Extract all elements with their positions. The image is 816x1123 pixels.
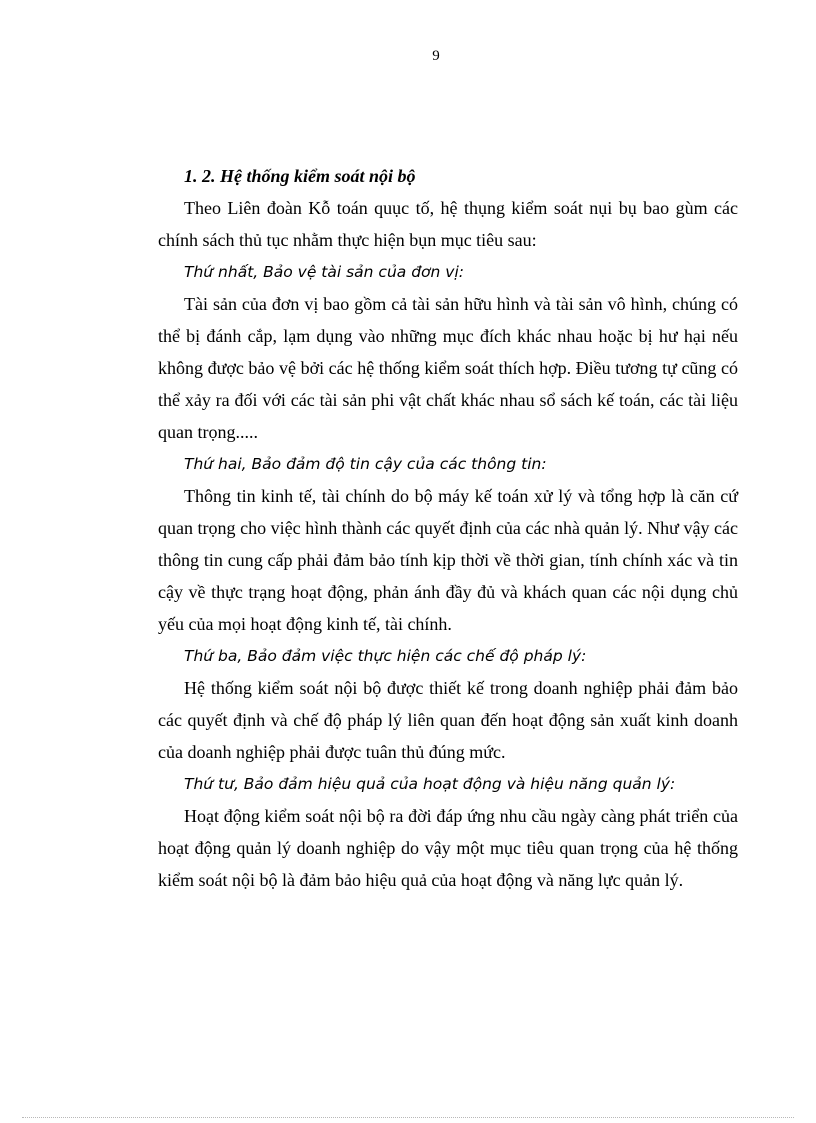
- paragraph-fourth: Hoạt động kiểm soát nội bộ ra đời đáp ứng nhu cầu ngày càng phát triển của hoạt động quản lý doanh nghiệp do vậy một mục tiêu quan trọng của hệ thống kiểm soát nội bộ là đảm bảo hiệu quả của hoạt động và năng lực quản lý.: [158, 806, 738, 890]
- intro-paragraph: Theo Liên đoàn Kỗ toán quục tố, hệ thụng kiểm soát nụi bụ bao gùm các chính sách thủ tục nhằm thực hiện bụn mục tiêu sau:: [158, 198, 738, 250]
- subheading-first: Thứ nhất, Bảo vệ tài sản của đơn vị:: [184, 263, 464, 281]
- page-number: 9: [432, 48, 440, 64]
- paragraph-second: Thông tin kinh tế, tài chính do bộ máy kế toán xử lý và tổng hợp là căn cứ quan trọng cho việc hình thành các quyết định của các nhà quản lý. Như vậy các thông tin cung cấp phải đảm bảo tính kịp thời về thời gian, tính chính xác và tin cậy về thực trạng hoạt động, phản ánh đầy đủ và khách quan các nội dụng chủ yếu của mọi hoạt động kinh tế, tài chính.: [158, 486, 738, 634]
- subheading-second: Thứ hai, Bảo đảm độ tin cậy của các thông tin:: [184, 455, 547, 473]
- subheading-third: Thứ ba, Bảo đảm việc thực hiện các chế độ pháp lý:: [184, 647, 587, 665]
- subheading-fourth: Thứ tư, Bảo đảm hiệu quả của hoạt động và hiệu năng quản lý:: [184, 775, 676, 793]
- section-heading: 1. 2. Hệ thống kiểm soát nội bộ: [184, 166, 416, 186]
- document-body: [158, 160, 738, 896]
- paragraph-first: Tài sản của đơn vị bao gồm cả tài sản hữu hình và tài sản vô hình, chúng có thể bị đánh cắp, lạm dụng vào những mục đích khác nhau hoặc bị hư hại nếu không được bảo vệ bởi các hệ thống kiểm soát thích hợp. Điều tương tự cũng có thể xảy ra đối với các tài sản phi vật chất khác nhau sổ sách kế toán, các tài liệu quan trọng.....: [158, 294, 738, 442]
- paragraph-third: Hệ thống kiểm soát nội bộ được thiết kế trong doanh nghiệp phải đảm bảo các quyết định và chế độ pháp lý liên quan đến hoạt động sản xuất kinh doanh của doanh nghiệp phải được tuân thủ đúng mức.: [158, 678, 738, 762]
- footer-divider: [22, 1117, 794, 1118]
